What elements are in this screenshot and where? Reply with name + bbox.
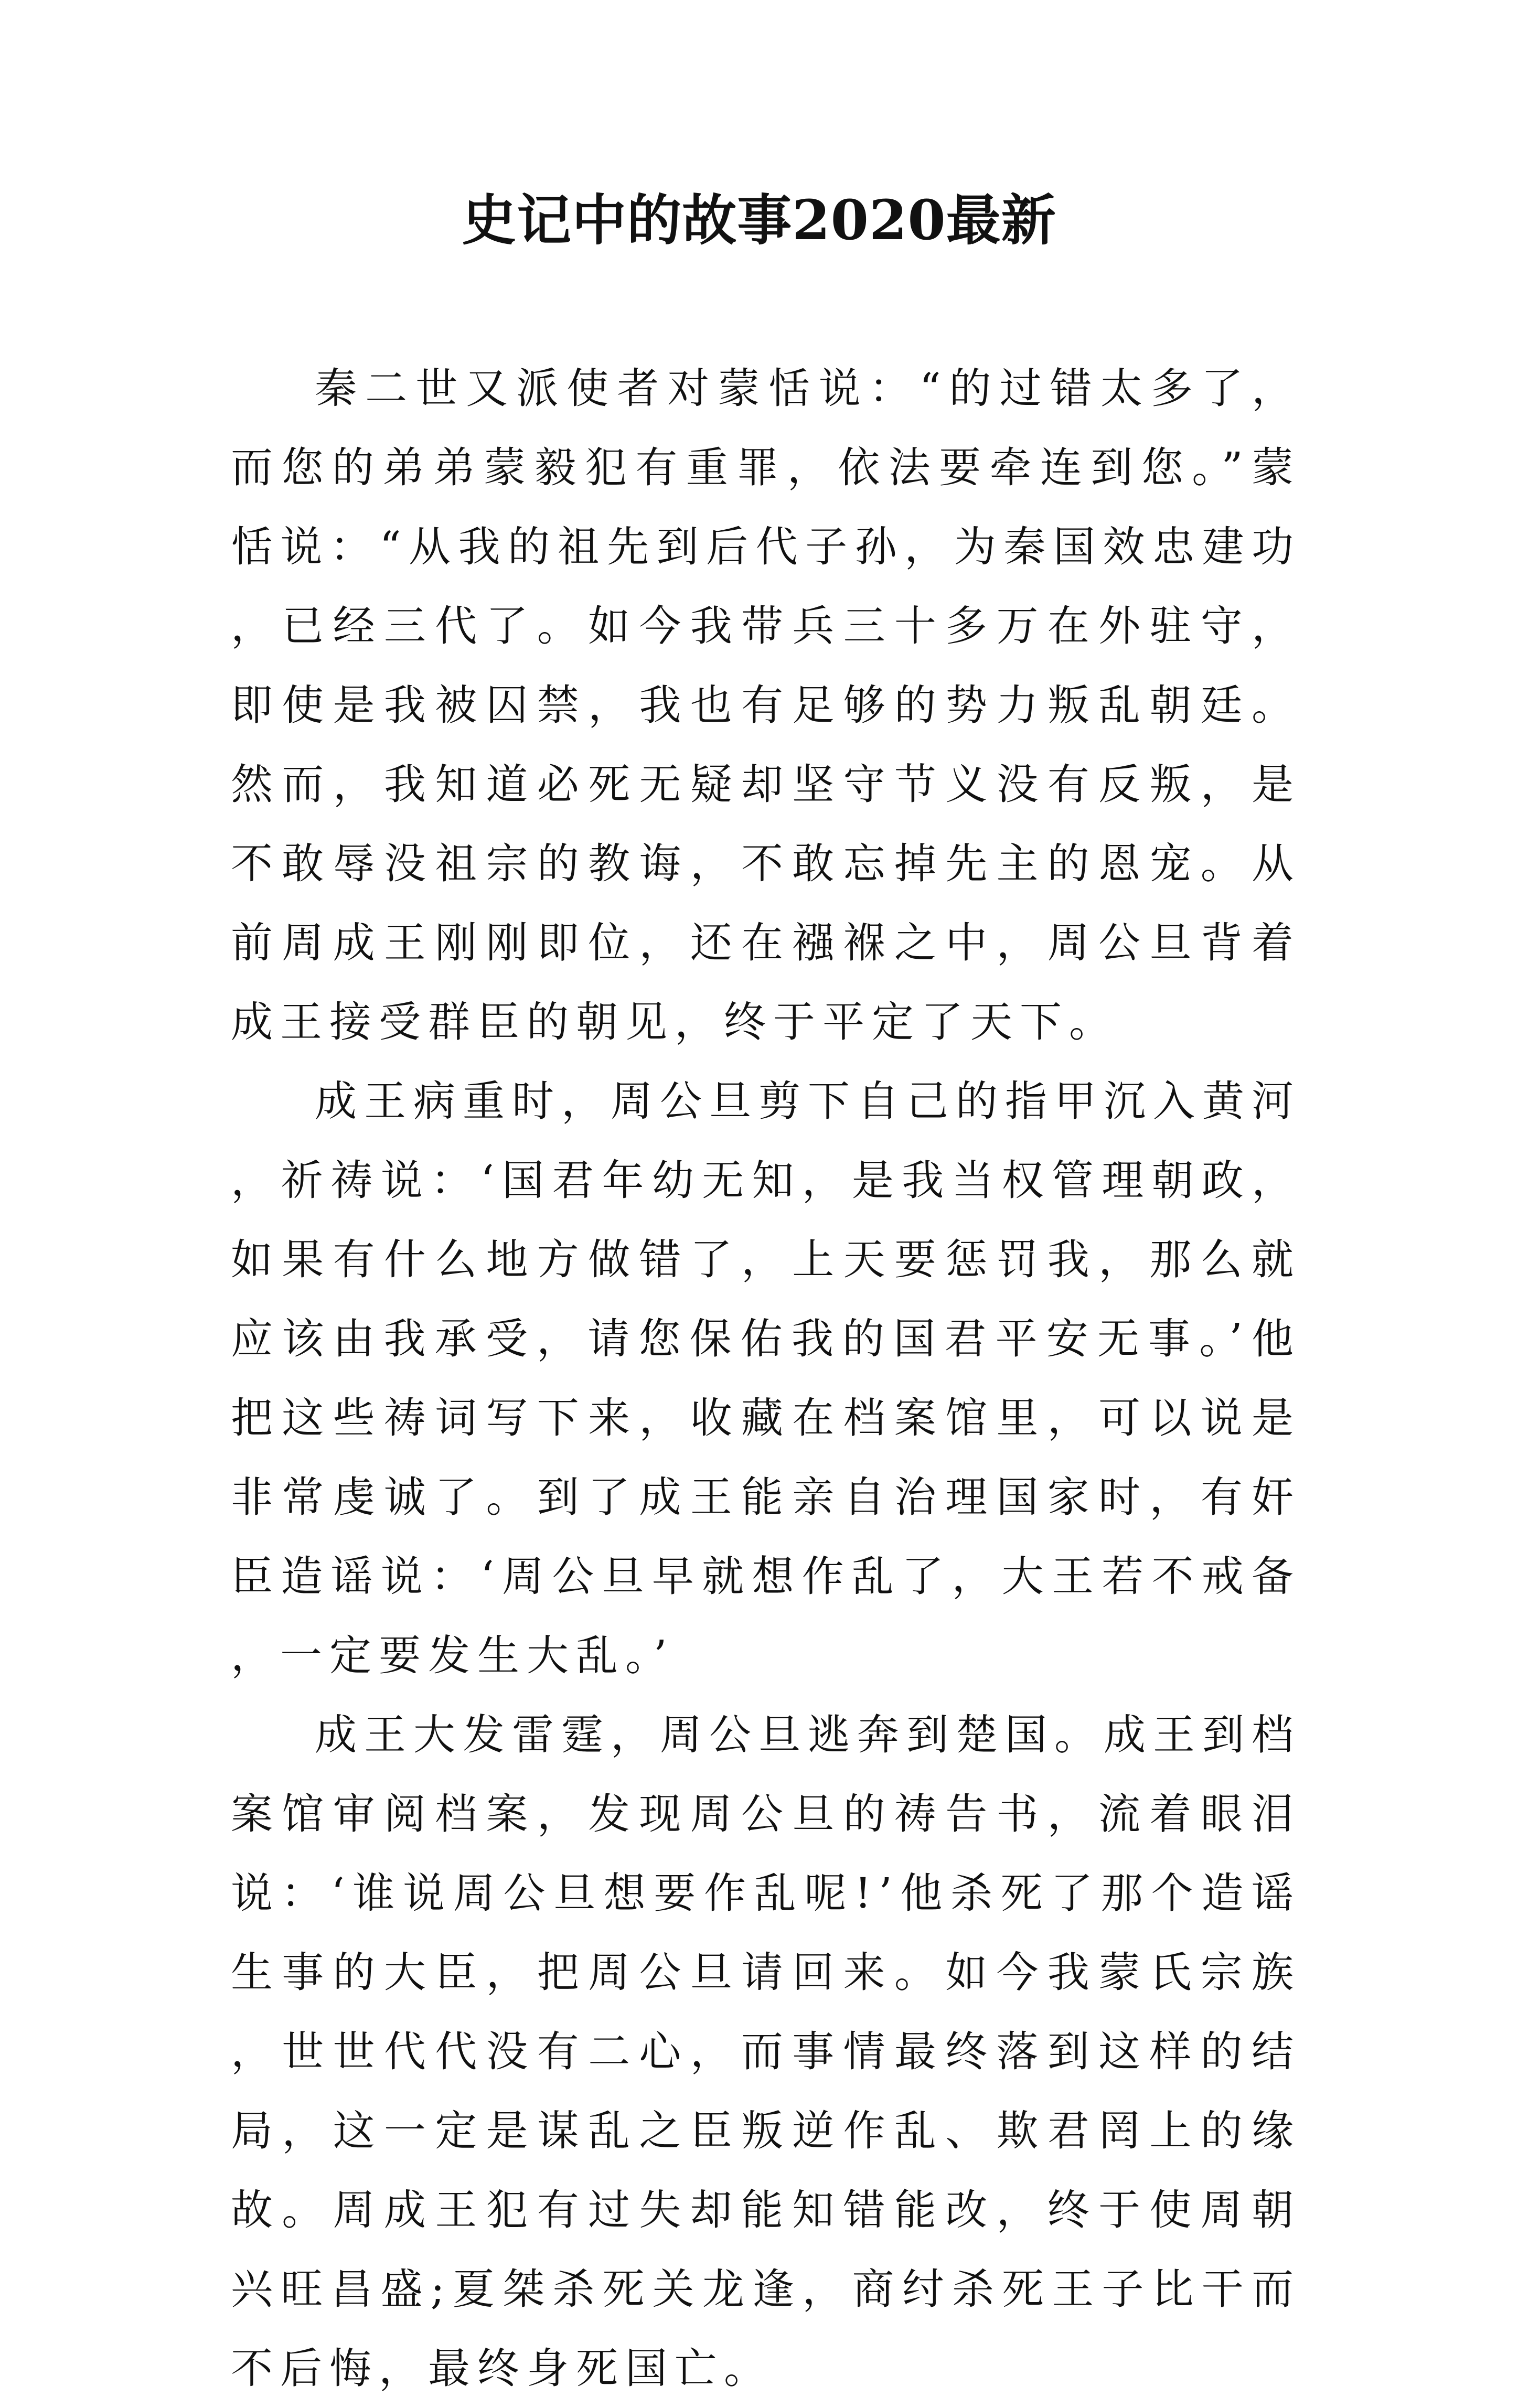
document-body <box>231 349 1301 2408</box>
paragraph-3: 成王大发雷霆，周公旦逃奔到楚国。成王到档案馆审阅档案，发现周公旦的祷告书，流着眼泪说：‘谁说周公旦想要作乱呢!’他杀死了那个造谣生事的大臣，把周公旦请回来。如今我蒙氏宗族，世世代代没有二心，而事情最终落到这样的结局，这一定是谋乱之臣叛逆作乱、欺君罔上的缘故。周成王犯有过失却能知错能改，终于使周朝兴旺昌盛;夏桀杀死关龙逢，商纣杀死王子比干而不后悔，最终身死国亡。 <box>231 1710 1301 2393</box>
paragraph-2: 成王病重时，周公旦剪下自己的指甲沉入黄河，祈祷说：‘国君年幼无知，是我当权管理朝政，如果有什么地方做错了，上天要惩罚我，那么就应该由我承受，请您保佑我的国君平安无事。’他把这些祷词写下来，收藏在档案馆里，可以说是非常虔诚了。到了成王能亲自治理国家时，有奸臣造谣说：‘周公旦早就想作乱了，大王若不戒备，一定要发生大乱。’ <box>231 1077 1301 1680</box>
document-title: 史记中的故事2020最新 <box>462 188 1056 252</box>
paragraph-1: 秦二世又派使者对蒙恬说：“的过错太多了，而您的弟弟蒙毅犯有重罪，依法要牵连到您。”蒙恬说：“从我的祖先到后代子孙，为秦国效忠建功，已经三代了。如今我带兵三十多万在外驻守，即使是我被囚禁，我也有足够的势力叛乱朝廷。然而，我知道必死无疑却坚守节义没有反叛，是不敢辱没祖宗的教诲，不敢忘掉先主的恩宠。从前周成王刚刚即位，还在襁褓之中，周公旦背着成王接受群臣的朝见，终于平定了天下。 <box>231 364 1301 1046</box>
